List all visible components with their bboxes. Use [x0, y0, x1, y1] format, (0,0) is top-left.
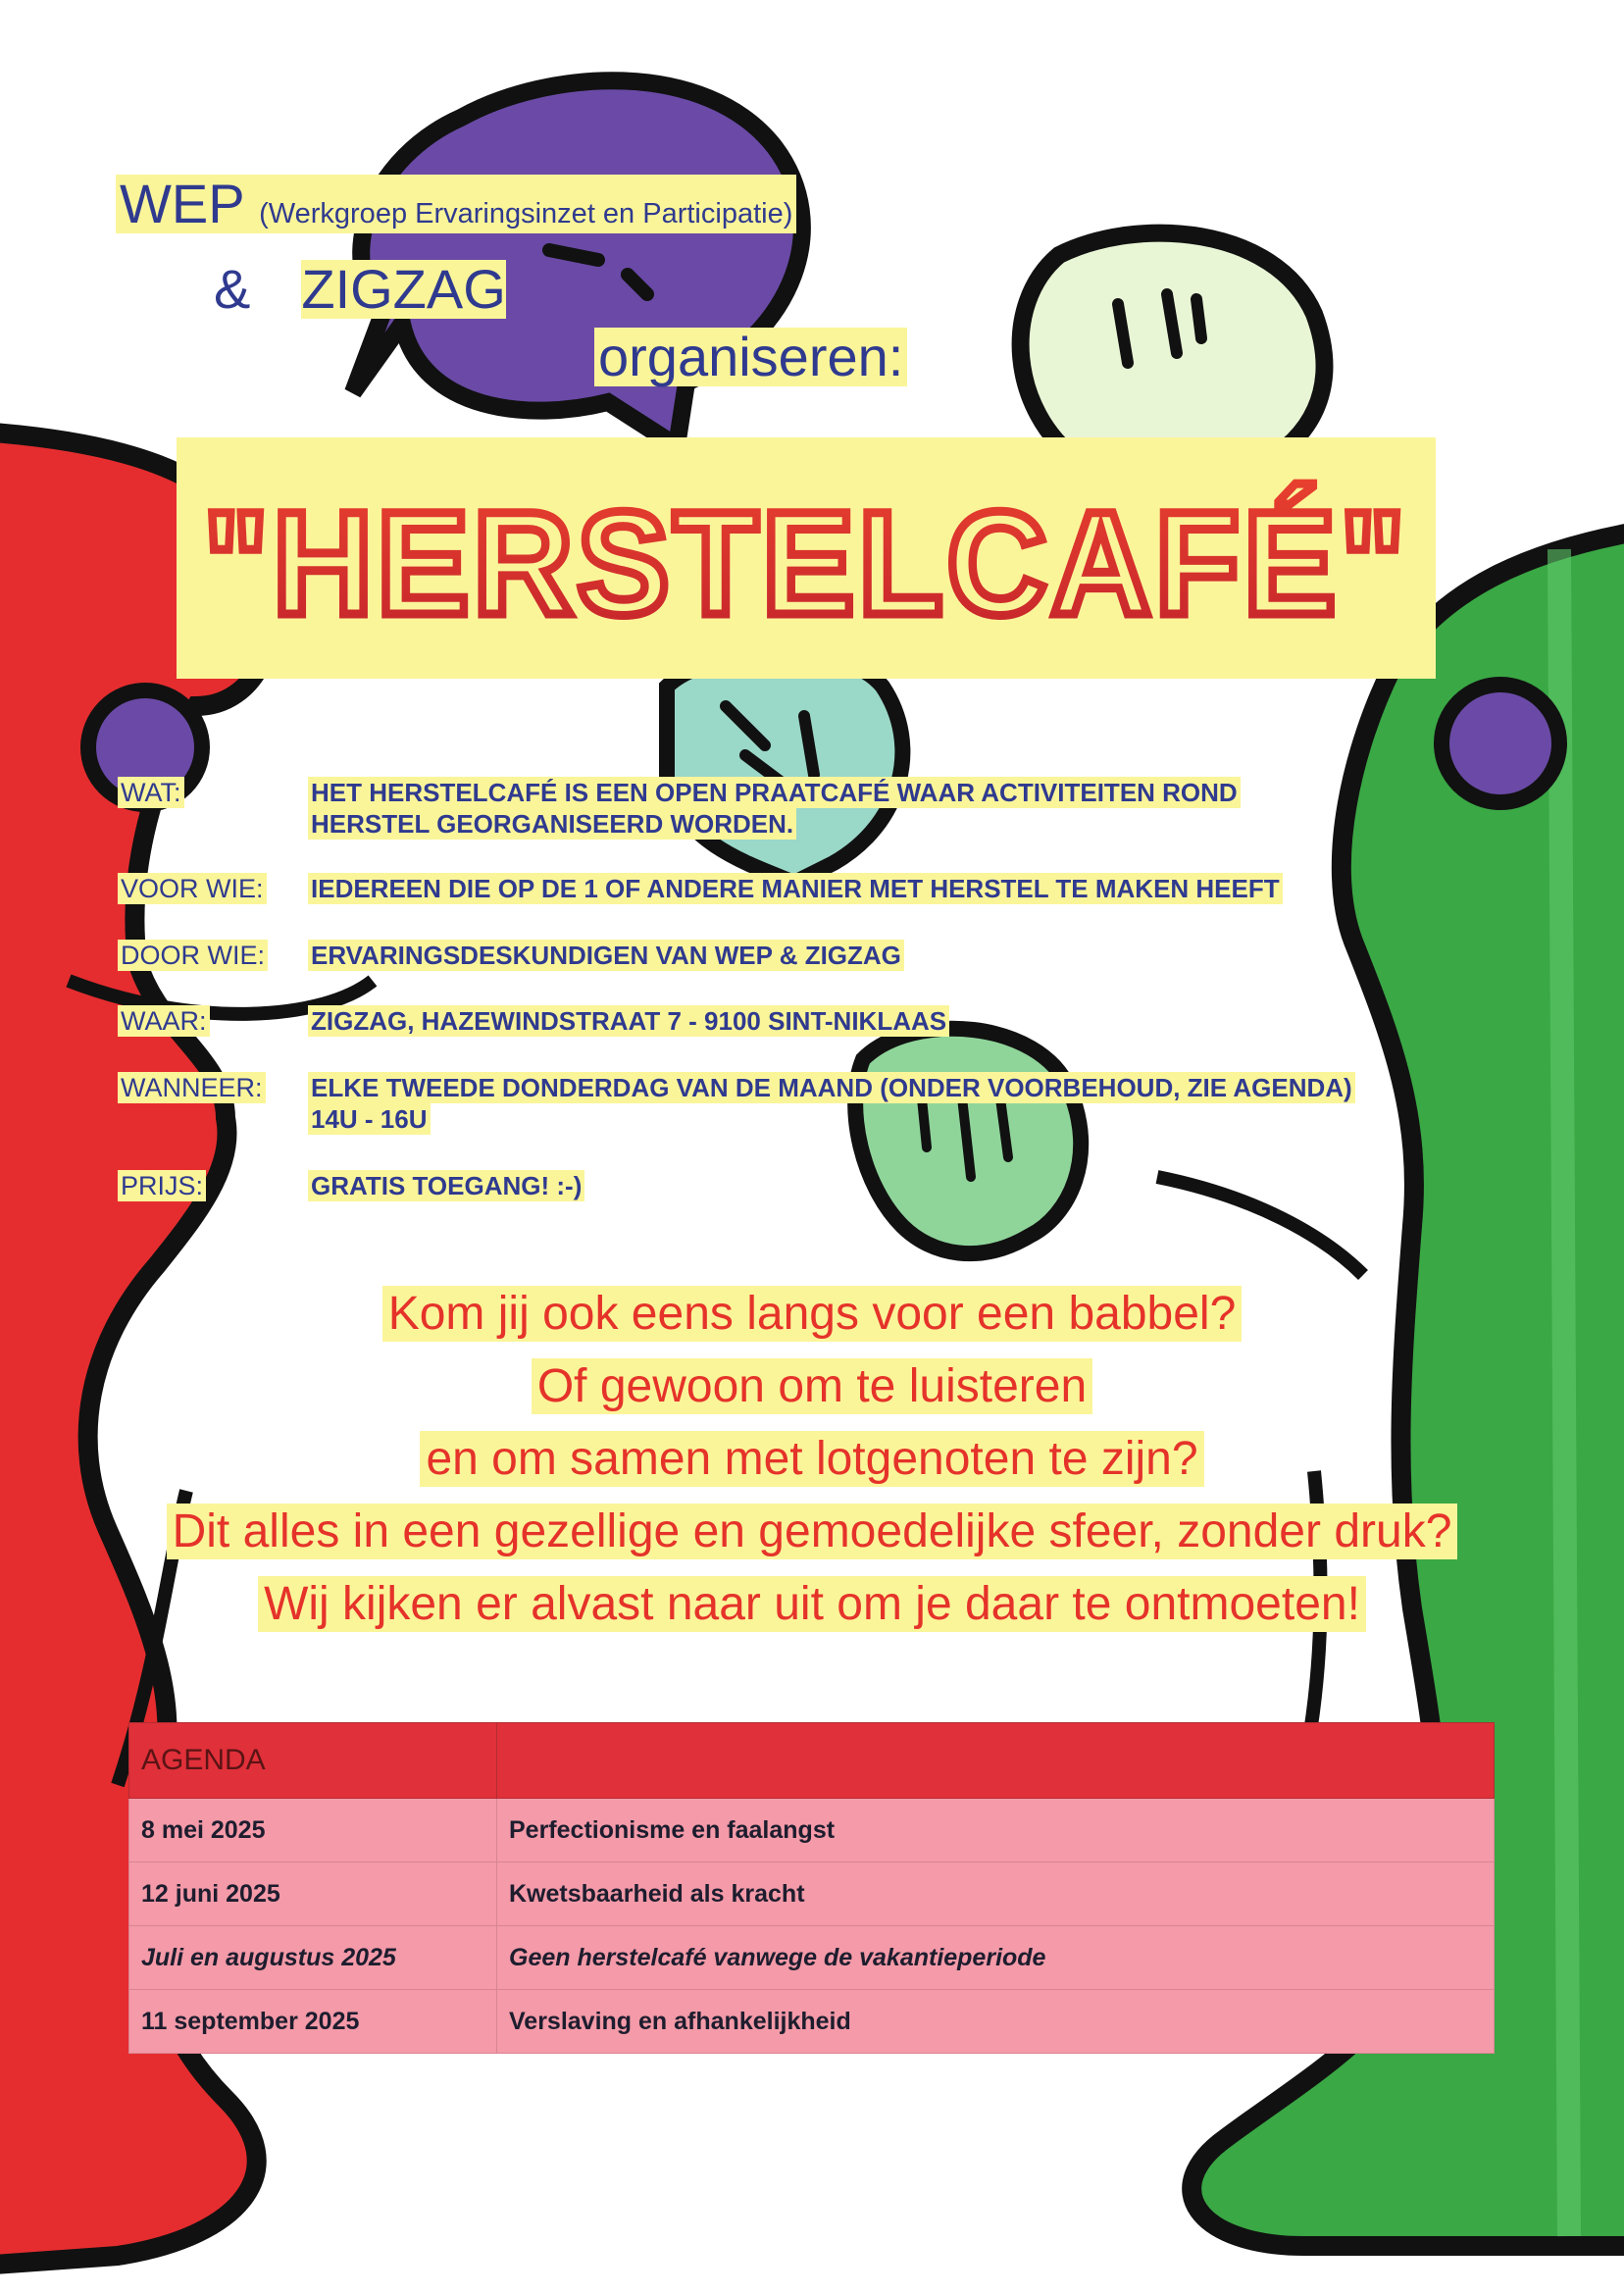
invitation-line-text: en om samen met lotgenoten te zijn?: [420, 1431, 1203, 1487]
info-label: PRIJS:: [118, 1170, 206, 1201]
info-value: ERVARINGSDESKUNDIGEN VAN WEP & ZIGZAG: [308, 940, 904, 971]
invitation-line-text: Wij kijken er alvast naar uit om je daar te ontmoeten!: [258, 1576, 1366, 1632]
title-graphic: [177, 437, 1436, 679]
info-value: 14U - 16U: [308, 1103, 431, 1135]
agenda-row: [129, 1990, 1495, 2054]
info-label: WAT:: [118, 777, 184, 808]
org-line-wep: [116, 175, 796, 233]
agenda-row: [129, 1862, 1495, 1926]
invitation-line: [0, 1504, 1624, 1558]
purple-dot-right: [1442, 685, 1559, 802]
info-value: ELKE TWEEDE DONDERDAG VAN DE MAAND (ONDER VOORBEHOUD, ZIE AGENDA): [308, 1072, 1355, 1103]
org2-name: ZIGZAG: [301, 258, 506, 320]
info-value: IEDEREEN DIE OP DE 1 OF ANDERE MANIER MET HERSTEL TE MAKEN HEEFT: [308, 873, 1283, 904]
info-value: GRATIS TOEGANG! :-): [308, 1170, 584, 1201]
invitation-line-text: Of gewoon om te luisteren: [532, 1358, 1092, 1414]
invitation-line: [0, 1577, 1624, 1631]
agenda-table: [128, 1722, 1495, 2054]
info-value: HET HERSTELCAFÉ IS EEN OPEN PRAATCAFÉ WAAR ACTIVITEITEN ROND: [308, 777, 1241, 808]
agenda-header: AGENDA: [129, 1723, 497, 1799]
agenda-header-empty: [497, 1723, 1495, 1799]
agenda-date: Juli en augustus 2025: [129, 1926, 497, 1990]
info-value: ZIGZAG, HAZEWINDSTRAAT 7 - 9100 SINT-NIKLAAS: [308, 1005, 949, 1037]
invitation-line-text: Kom jij ook eens langs voor een babbel?: [382, 1286, 1243, 1342]
ampersand: &: [214, 258, 251, 320]
invitation-line: [0, 1432, 1624, 1486]
organiseren-label: organiseren:: [594, 328, 907, 386]
org1-name: WEP: [120, 173, 244, 234]
agenda-row: [129, 1926, 1495, 1990]
org1-fullname: (Werkgroep Ervaringsinzet en Participatie): [259, 198, 793, 229]
info-label: DOOR WIE:: [118, 940, 268, 971]
teal-speech-bubble: [667, 653, 902, 883]
info-label: WANNEER:: [118, 1072, 266, 1103]
agenda-header-row: [129, 1723, 1495, 1799]
agenda-date: 11 september 2025: [129, 1990, 497, 2054]
info-value: HERSTEL GEORGANISEERD WORDEN.: [308, 808, 796, 840]
title-banner: [177, 437, 1436, 679]
invitation-line: [0, 1287, 1624, 1341]
invitation-line-text: Dit alles in een gezellige en gemoedelijke sfeer, zonder druk?: [167, 1504, 1458, 1559]
agenda-date: 8 mei 2025: [129, 1799, 497, 1862]
invitation-line: [0, 1359, 1624, 1413]
agenda-topic: Perfectionisme en faalangst: [497, 1799, 1495, 1862]
info-label: WAAR:: [118, 1005, 210, 1037]
org-line-zigzag: [214, 257, 506, 321]
page-title: "HERSTELCAFÉ": [203, 481, 1409, 645]
agenda-row: [129, 1799, 1495, 1862]
agenda-topic: Verslaving en afhankelijkheid: [497, 1990, 1495, 2054]
agenda-topic: Geen herstelcafé vanwege de vakantieperiode: [497, 1926, 1495, 1990]
agenda-date: 12 juni 2025: [129, 1862, 497, 1926]
agenda-topic: Kwetsbaarheid als kracht: [497, 1862, 1495, 1926]
info-label: VOOR WIE:: [118, 873, 267, 904]
